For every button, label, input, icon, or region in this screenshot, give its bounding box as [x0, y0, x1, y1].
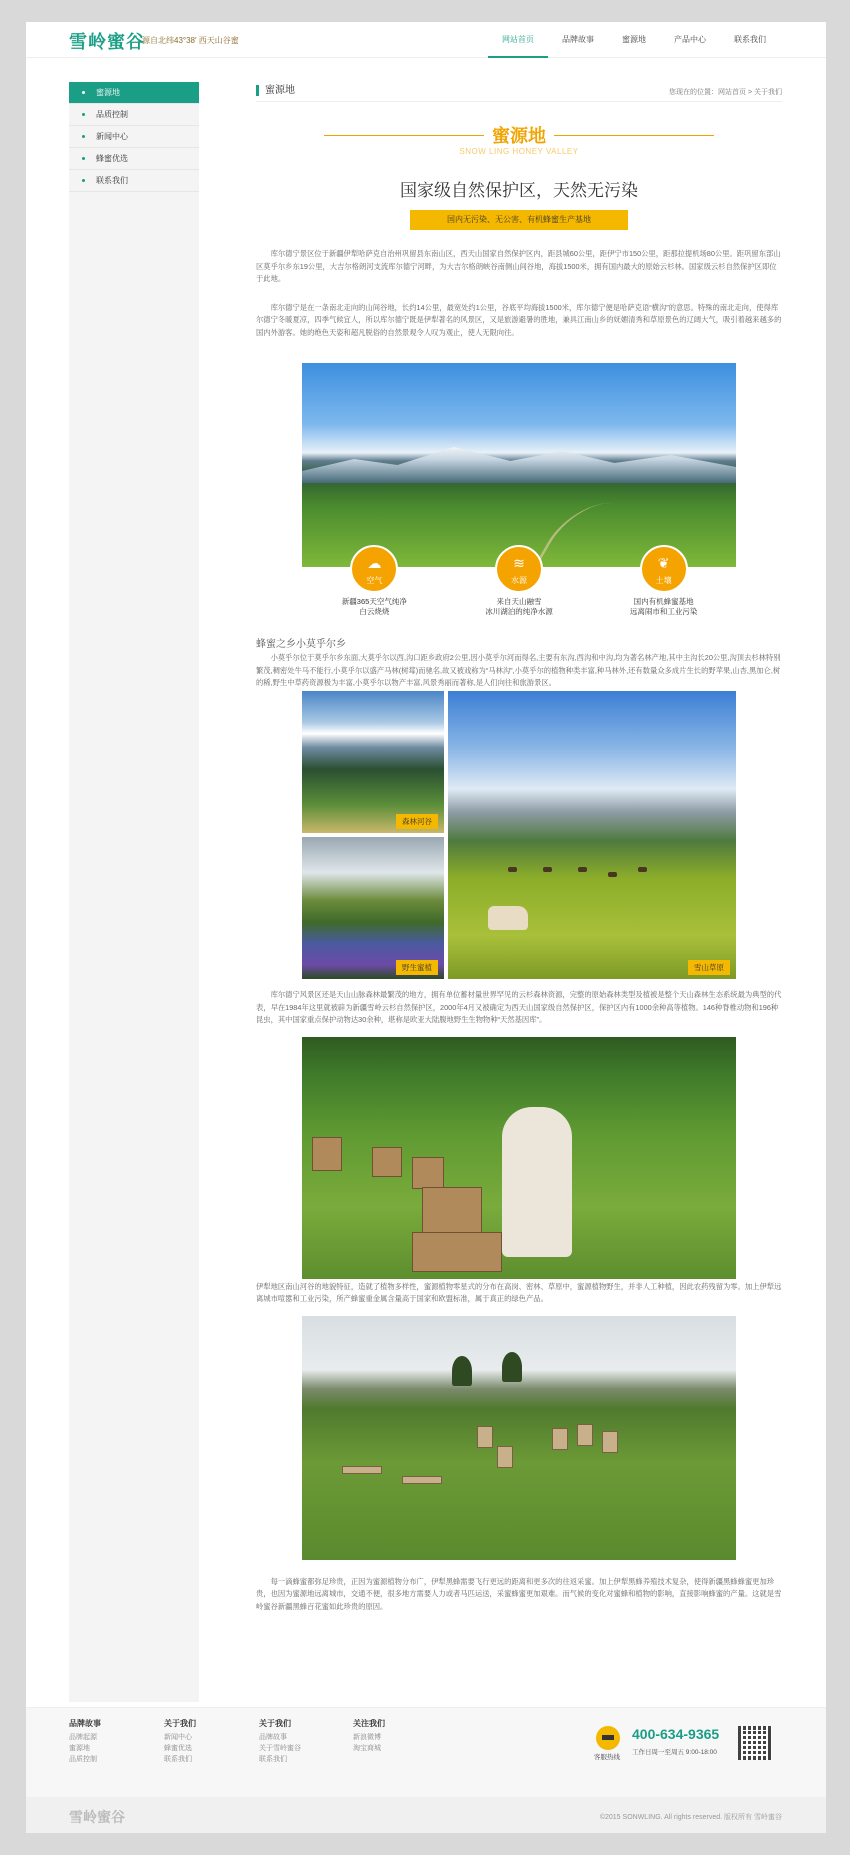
nav-honey-source[interactable]: 蜜源地 [622, 35, 646, 44]
footer-link[interactable]: 品牌起源 [69, 1734, 97, 1741]
leaf-icon: ❦ [657, 555, 670, 571]
sidebar-item-selection[interactable]: 蜂蜜优选 [69, 148, 199, 170]
page-title: 蜜源地 [256, 85, 295, 96]
footer-link[interactable]: 新浪微博 [353, 1734, 381, 1741]
herd-animal [543, 867, 552, 872]
footer-logo[interactable]: 雪岭蜜谷 [69, 1810, 125, 1826]
footer-col-title: 关于我们 [164, 1719, 196, 1728]
footer-col-title: 品牌故事 [69, 1719, 101, 1728]
feature-list [302, 545, 736, 617]
snow-grassland-label: 雪山草原 [688, 960, 730, 975]
cloud-icon: ☁ [367, 555, 382, 571]
footer-link[interactable]: 联系我们 [164, 1756, 192, 1763]
beehive [477, 1426, 493, 1448]
tree-shape [452, 1356, 472, 1386]
footer-col-about [164, 1718, 196, 1765]
feature-air-line2: 白云烧烧 [359, 607, 390, 616]
footer-link[interactable]: 关于雪岭蜜谷 [259, 1745, 301, 1752]
sidebar-item-contact[interactable]: 联系我们 [69, 170, 199, 192]
footer-link[interactable]: 品牌故事 [259, 1734, 287, 1741]
header [26, 22, 826, 58]
beekeeper-image [302, 1037, 736, 1279]
hotline-hours: 工作日周一至周五 9:00-18:00 [632, 1749, 717, 1756]
feature-water-label: 水源 [510, 576, 527, 585]
copyright-text: ©2015 SONWLING. All rights reserved. 版权所有 雪岭蜜谷 [599, 1814, 782, 1821]
breadcrumb-path[interactable]: 您现在的位置：网站首页 > 关于我们 [669, 89, 782, 96]
sidebar [69, 82, 199, 1702]
footer-link[interactable]: 联系我们 [259, 1756, 287, 1763]
feature-soil-line1: 国内有机蜂蜜基地 [633, 597, 694, 606]
sidebar-item-honey-source[interactable]: 蜜源地 [69, 82, 199, 104]
water-icon: ≋ [513, 555, 525, 571]
beehive [312, 1137, 342, 1171]
subsection-heading: 蜂蜜之乡小莫乎尔乡 [256, 639, 346, 650]
snow-grassland-image [448, 691, 736, 979]
footer-col-follow [353, 1718, 385, 1754]
beehive [497, 1446, 513, 1468]
nav-home[interactable]: 网站首页 [488, 22, 548, 58]
beehive [402, 1476, 442, 1484]
feature-soil-badge [640, 545, 688, 593]
nav-brand-story[interactable]: 品牌故事 [562, 35, 594, 44]
footer-link[interactable]: 新闻中心 [164, 1734, 192, 1741]
feature-water [449, 545, 589, 617]
snow-mountain-shape [302, 443, 736, 483]
breadcrumb [256, 82, 782, 102]
footer-col-about-2 [259, 1718, 301, 1765]
feature-air-line1: 新疆365天空气纯净 [341, 597, 407, 606]
forest-valley-label: 森林河谷 [396, 814, 438, 829]
feature-air-label: 空气 [366, 576, 383, 585]
nav-contact[interactable]: 联系我们 [734, 35, 766, 44]
photo-collage [302, 691, 736, 979]
beehive [577, 1424, 593, 1446]
intro-paragraph-2: 库尔德宁是在一条南北走向的山间谷地，长约14公里，最宽处约1公里，谷底平均海拔1500米，库尔德宁便是哈萨克语“横沟”的意思。特殊的南北走向，使得库尔德宁冬暖夏凉，四季气候宜人，所以库尔德宁既是伊犁著名的风景区，又是旅游避暑的胜地，兼具江南山乡的妩媚清秀和草原景色的辽阔大气，吸引着越来越多的国内外游客。她的绝色天姿和超凡脱俗的自然景观令人叹为观止，使人无限向往。 [256, 302, 782, 337]
feature-water-line1: 来自天山融雪 [496, 597, 542, 606]
section-title-en: SNOW LING HONEY VALLEY [459, 147, 579, 156]
main-nav [488, 22, 780, 58]
section-title-cn: 蜜源地 [492, 126, 546, 146]
footer-link[interactable]: 淘宝商城 [353, 1745, 381, 1752]
hotline-phone[interactable]: 400-634-9365 [632, 1726, 720, 1742]
wild-flowers-image [302, 837, 444, 979]
feature-water-badge [495, 545, 543, 593]
footer-col-brand [69, 1718, 101, 1765]
main-content [256, 82, 782, 1613]
copyright-bar [26, 1797, 826, 1833]
tagline: 源自北纬43°38′ 西天山谷蜜 [142, 36, 239, 45]
sidebar-item-news[interactable]: 新闻中心 [69, 126, 199, 148]
page [26, 22, 826, 1833]
wild-flowers-label: 野生蜜植 [396, 960, 438, 975]
beekeeper-figure [502, 1107, 572, 1257]
feature-air-badge [350, 545, 398, 593]
footer-link[interactable]: 蜂蜜优选 [164, 1745, 192, 1752]
herd-animal [638, 867, 647, 872]
feature-soil-label: 土壤 [655, 576, 672, 585]
herd-animal [578, 867, 587, 872]
reserve-paragraph: 库尔德宁风景区还是天山山脉森林最繁茂的地方，拥有单位蓄材量世界罕见的云杉森林资源，完整的原始森林类型及植被是整个天山森林生态系统最为典型的代表，早在1984年这里就被辟为新疆雪岭云杉自然保护区，2000年4月又被确定为西天山国家级自然保护区，保护区内有1000余种高等植物。146种脊椎动物和196种昆虫，其中国家重点保护动物达30余种，堪称是欧亚大陆腹地野生生物物种“天然基因库”。 [256, 990, 782, 1024]
beehive [342, 1466, 382, 1474]
valley-landscape-image [302, 363, 736, 567]
plants-paragraph: 伊犁地区南山河谷的地貌特征，造就了植物多样性，蜜源植物零星式的分布在高岗、密林、草原中，蜜源植物野生，并非人工种植，因此农药残留为零。加上伊犁远离城市喧嚣和工业污染，所产蜂蜜重金属含量高于国家和欧盟标准，属于真正的绿色产品。 [256, 1281, 782, 1303]
village-paragraph: 小莫乎尔位于莫乎尔乡东面,大莫乎尔以西,沟口距乡政府2公里,因小莫乎尔河而得名,主要有东沟,西沟和中沟,均为著名林产地,其中主沟长20公里,沟顶去杉林特别繁茂,稠密处牛马不能行,小莫乎尔以盛产马林(树莓)而驰名,故又被戏称为“马林沟”,小莫乎尔的植物种类丰富,种马林外,还有数量众多成片生长的野苹果,山杏,黑加仑,树的稀,野生中草药资源极为丰富,小莫乎尔以物产丰富,风景秀丽而著称,是人们向往和旅游景区。 [256, 653, 781, 687]
herd-animal [508, 867, 517, 872]
hotline-label: 客服热线 [594, 1754, 620, 1761]
section-title [256, 126, 782, 166]
sidebar-item-quality[interactable]: 品质控制 [69, 104, 199, 126]
beehive [422, 1187, 482, 1237]
feature-soil-line2: 远离闹市和工业污染 [629, 607, 698, 616]
beehive [552, 1428, 568, 1450]
footer [26, 1707, 826, 1797]
footer-col-title: 关于我们 [259, 1719, 291, 1728]
herd-animal [608, 872, 617, 877]
footer-col-title: 关注我们 [353, 1719, 385, 1728]
nav-products[interactable]: 产品中心 [674, 35, 706, 44]
cow-shape [488, 906, 528, 930]
footer-link[interactable]: 品质控制 [69, 1756, 97, 1763]
apiary-image [302, 1316, 736, 1560]
beehive [412, 1232, 502, 1272]
footer-link[interactable]: 蜜源地 [69, 1745, 90, 1752]
beehive [412, 1157, 444, 1189]
beehive [372, 1147, 402, 1177]
forest-valley-image [302, 691, 444, 833]
beehive [602, 1431, 618, 1453]
title-divider-left [324, 135, 484, 136]
site-logo[interactable]: 雪岭蜜谷 [69, 32, 145, 53]
intro-paragraph-1: 库尔德宁景区位于新疆伊犁哈萨克自治州巩留县东南山区，西天山国家自然保护区内，距县城60公里，距伊宁市150公里，距那拉提机场80公里。距巩留东部山区莫乎尔乡东19公里，大吉尔格朗河支流库尔德宁河畔，为大吉尔格朗峡谷南侧山间谷地，海拔1500米，拥有国内最大的原始云杉林。国家级云杉自然保护区即位于此地。 [256, 249, 781, 283]
qr-code-icon [738, 1726, 772, 1760]
feature-water-line2: 冰川湖泊的纯净水源 [485, 607, 553, 616]
title-divider-right [554, 135, 714, 136]
tree-shape [502, 1352, 522, 1382]
feature-soil [594, 545, 734, 617]
highlight-tag: 国内无污染、无公害、有机蜂蜜生产基地 [410, 210, 628, 230]
closing-paragraph: 每一滴蜂蜜都弥足珍贵，正因为蜜源植物分布广，伊犁黑蜂需要飞行更远的距离和更多次的往返采蜜。加上伊犁黑蜂养殖技术复杂，使得新疆黑蜂蜂蜜更加珍贵，也因为蜜源地远离城市，交通不便，很多地方需要人力或者马匹运送，采蜜蜂蜜更加艰难。而气候的变化对蜜蜂和植物的影响，直接影响蜂蜜的产量。这就是雪岭蜜谷新疆黑蜂百花蜜如此珍贵的原因。 [256, 1576, 782, 1611]
bee-icon [596, 1726, 620, 1750]
feature-air [304, 545, 444, 617]
headline: 国家级自然保护区，天然无污染 [400, 181, 638, 200]
